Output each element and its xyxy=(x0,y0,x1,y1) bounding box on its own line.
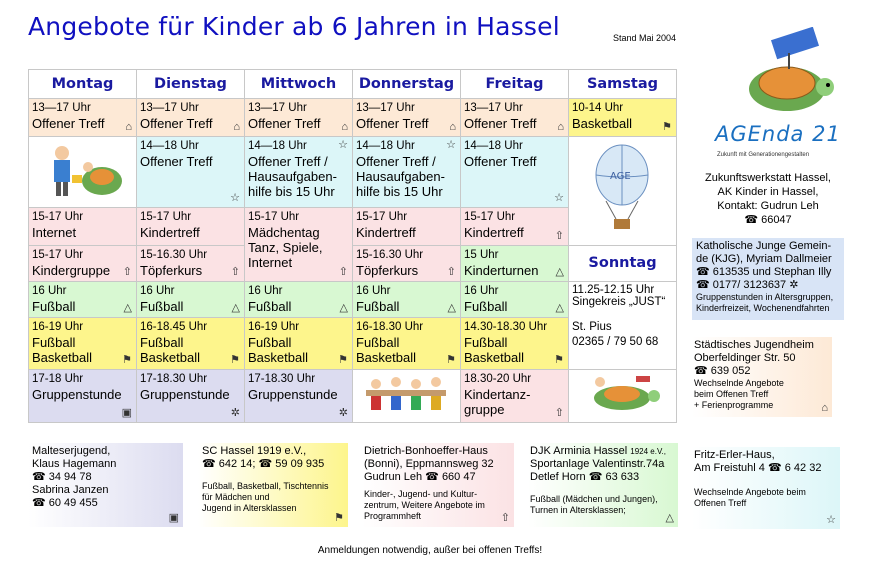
box-icon: ▣ xyxy=(121,407,132,419)
cell: 15-17 Uhr Mädchentag Tanz, Spiele, Internet ⇧ xyxy=(245,208,353,282)
cell: 17-18.30 Uhr Gruppenstunde ✲ xyxy=(245,370,353,423)
cell-illustration xyxy=(353,370,461,423)
cell: 17-18.30 Uhr Gruppenstunde ✲ xyxy=(137,370,245,423)
turtle-small-illustration xyxy=(572,372,672,416)
cell: 17-18 Uhr Gruppenstunde ▣ xyxy=(29,370,137,423)
agenda-contact: Zukunftswerkstatt Hassel, AK Kinder in Hassel, Kontakt: Gudrun Leh ☎ 66047 xyxy=(705,172,831,226)
singkreis-text: 11.25-12.15 Uhr Singekreis „JUST“ xyxy=(572,284,666,308)
header-row xyxy=(29,70,677,99)
phone-icon: ☎ xyxy=(767,462,782,474)
flag-icon: ⚑ xyxy=(122,354,132,366)
star-icon: ☆ xyxy=(230,192,240,204)
flag-icon: ⚑ xyxy=(230,354,240,366)
phone-icon: ☎ xyxy=(258,458,273,470)
cell: 16-19 Uhr Fußball Basketball ⚑ xyxy=(245,318,353,370)
cell: 16-18.30 Uhr Fußball Basketball ⚑ xyxy=(353,318,461,370)
cell: 14—18 Uhr Offener Treff ☆ xyxy=(137,137,245,208)
cell: 14—18 Uhr Offener Treff ☆ xyxy=(461,137,569,208)
cell: 14—18 Uhr Offener Treff / Hausaufgaben-hilfe bis 15 Uhr ☆ xyxy=(353,137,461,208)
turtle-logo-illustration xyxy=(733,27,841,119)
group-illustration xyxy=(356,372,456,416)
row-gruppenstunde xyxy=(29,370,677,423)
triangle-icon: △ xyxy=(555,302,564,314)
arrow-up-icon: ⇧ xyxy=(500,512,510,524)
cell: 13—17 Uhr Offener Treff ⌂ xyxy=(461,99,569,137)
flag-icon: ⚑ xyxy=(446,354,456,366)
phone-icon: ☎ xyxy=(588,471,603,483)
cell: 16 Uhr Fußball △ xyxy=(137,282,245,318)
dietrich-box: Dietrich-Bonhoeffer-Haus (Bonni), Eppmannsweg 32 Gudrun Leh ☎ 660 47 Kinder-, Jugend- und Kultur- zentrum, Weitere Angebote im Programmheft ⇧ xyxy=(362,443,514,527)
cell: 14—18 Uhr Offener Treff / Hausaufgaben-hilfe bis 15 Uhr ☆ xyxy=(245,137,353,208)
triangle-icon: △ xyxy=(665,512,674,524)
triangle-icon: △ xyxy=(231,302,240,314)
triangle-icon: △ xyxy=(555,266,564,278)
children-illustration xyxy=(32,139,132,201)
cell-illustration xyxy=(29,137,137,208)
jugendheim-box: Städtisches Jugendheim Oberfeldinger Str. 50 ☎ 639 052 Wechselnde Angebote beim Offenen Treff + Ferienprogramme ⌂ xyxy=(692,337,832,417)
phone-icon: ☎ xyxy=(696,266,710,278)
kjg-box: Katholische Junge Gemein- de (KJG), Myriam Dallmeier ☎ 613535 und Stephan Illy ☎ 0177/ 3123637 ✲ Gruppenstunden in Altersgruppen, Kinderfreizeit, Wochenendfahrten xyxy=(692,238,844,320)
arrow-up-icon: ⇧ xyxy=(554,407,564,419)
arrow-up-icon: ⇧ xyxy=(230,266,240,278)
agenda-logo: AGEnda 21 xyxy=(715,122,841,146)
cell-sunday-info xyxy=(569,282,677,370)
triangle-icon: △ xyxy=(339,302,348,314)
phone-icon: ☎ xyxy=(202,458,216,470)
star-icon: ☆ xyxy=(826,514,836,526)
row-football xyxy=(29,282,677,318)
triangle-icon: △ xyxy=(447,302,456,314)
cell: 10-14 Uhr Basketball ⚑ xyxy=(569,99,677,137)
phone-icon: ☎ xyxy=(32,497,46,509)
flag-icon: ⚑ xyxy=(662,121,672,133)
cell: 16 Uhr Fußball △ xyxy=(461,282,569,318)
cell: 15-17 Uhr Kindertreff xyxy=(137,208,245,246)
cell: 13—17 Uhr Offener Treff ⌂ xyxy=(137,99,245,137)
day-tuesday: Dienstag xyxy=(137,70,245,99)
gear-icon: ✲ xyxy=(230,407,240,419)
phone-icon: ☎ xyxy=(425,471,439,483)
arrow-up-icon: ⇧ xyxy=(122,266,132,278)
gear-icon: ✲ xyxy=(338,407,348,419)
fritz-box: Fritz-Erler-Haus, Am Freistuhl 4 ☎ 6 42 32 Wechselnde Angebote beim Offenen Treff ☆ xyxy=(692,447,840,529)
arrow-up-icon: ⇧ xyxy=(554,230,564,242)
flag-icon: ⚑ xyxy=(338,354,348,366)
phone-icon: ☎ xyxy=(696,279,710,291)
cell: 15-17 Uhr Kindertreff xyxy=(353,208,461,246)
arrow-up-icon: ⇧ xyxy=(338,266,348,278)
day-friday: Freitag xyxy=(461,70,569,99)
cell: 15 Uhr Kinderturnen △ xyxy=(461,246,569,282)
flag-icon: ⚑ xyxy=(554,354,564,366)
cell: 15-17 Uhr Kindergruppe ⇧ xyxy=(29,246,137,282)
house-icon: ⌂ xyxy=(557,121,564,133)
row-offener-treff xyxy=(29,99,677,137)
cell: 16-19 Uhr Fußball Basketball ⚑ xyxy=(29,318,137,370)
house-icon: ⌂ xyxy=(821,402,828,414)
cell: 15-16.30 Uhr Töpferkurs ⇧ xyxy=(137,246,245,282)
cell: 13—17 Uhr Offener Treff ⌂ xyxy=(29,99,137,137)
phone-icon: ☎ xyxy=(744,214,759,226)
schassel-box: SC Hassel 1919 e.V., ☎ 642 14; ☎ 59 09 935 Fußball, Basketball, Tischtennis für Mädchen und Jugend in Altersklassen ⚑ xyxy=(198,443,348,527)
cell: 13—17 Uhr Offener Treff ⌂ xyxy=(353,99,461,137)
malteser-box: Malteserjugend, Klaus Hagemann ☎ 34 94 78 Sabrina Janzen ☎ 60 49 455 ▣ xyxy=(28,443,183,527)
gear-icon: ✲ xyxy=(789,279,799,291)
day-monday: Montag xyxy=(29,70,137,99)
cell: 16 Uhr Fußball △ xyxy=(29,282,137,318)
star-icon: ☆ xyxy=(554,192,564,204)
cell: 16 Uhr Fußball △ xyxy=(245,282,353,318)
footer-note: Anmeldungen notwendig, außer bei offenen Treffs! xyxy=(317,545,543,556)
cell-illustration xyxy=(569,370,677,423)
djk-box: DJK Arminia Hassel 1924 e.V., Sportanlage Valentinstr.74a Detlef Horn ☎ 63 633 Fußball (Mädchen und Jungen), Turnen in Altersklassen; △ xyxy=(528,443,678,527)
day-thursday: Donnerstag xyxy=(353,70,461,99)
day-saturday: Samstag xyxy=(569,70,677,99)
cell: 16-18.45 Uhr Fußball Basketball ⚑ xyxy=(137,318,245,370)
schedule-table xyxy=(28,69,677,423)
cell: 14.30-18.30 Uhr Fußball Basketball ⚑ xyxy=(461,318,569,370)
cell: 15-17 Uhr Internet xyxy=(29,208,137,246)
cell: 16 Uhr Fußball △ xyxy=(353,282,461,318)
stand-date: Stand Mai 2004 xyxy=(613,33,677,43)
svg-text:AGE: AGE xyxy=(610,171,631,182)
house-icon: ⌂ xyxy=(341,121,348,133)
page-title: Angebote für Kinder ab 6 Jahren in Hassel xyxy=(28,12,560,41)
row-afternoon xyxy=(29,137,677,208)
pius-name: St. Pius xyxy=(572,321,612,333)
cell: 18.30-20 Uhr Kindertanz-gruppe ⇧ xyxy=(461,370,569,423)
house-icon: ⌂ xyxy=(125,121,132,133)
phone-icon: ☎ xyxy=(694,365,708,377)
phone-icon: ☎ xyxy=(32,471,46,483)
cell: 13—17 Uhr Offener Treff ⌂ xyxy=(245,99,353,137)
house-icon: ⌂ xyxy=(449,121,456,133)
triangle-icon: △ xyxy=(123,302,132,314)
star-icon: ☆ xyxy=(338,139,348,151)
row-groups xyxy=(29,246,677,282)
pius-phone: 02365 / 79 50 68 xyxy=(572,336,659,348)
balloon-illustration xyxy=(572,139,672,239)
arrow-up-icon: ⇧ xyxy=(446,266,456,278)
cell: 15-16.30 Uhr Töpferkurs ⇧ xyxy=(353,246,461,282)
day-sunday: Sonntag xyxy=(588,255,657,271)
box-icon: ▣ xyxy=(168,512,179,524)
house-icon: ⌂ xyxy=(233,121,240,133)
cell-sonntag xyxy=(569,246,677,282)
cell-balloon xyxy=(569,137,677,246)
cell: 15-17 Uhr Kindertreff ⇧ xyxy=(461,208,569,246)
flag-icon: ⚑ xyxy=(334,512,344,524)
day-wednesday: Mittwoch xyxy=(245,70,353,99)
agenda-subtitle: Zukunft mit Generationengestalten xyxy=(717,152,810,158)
star-icon: ☆ xyxy=(446,139,456,151)
